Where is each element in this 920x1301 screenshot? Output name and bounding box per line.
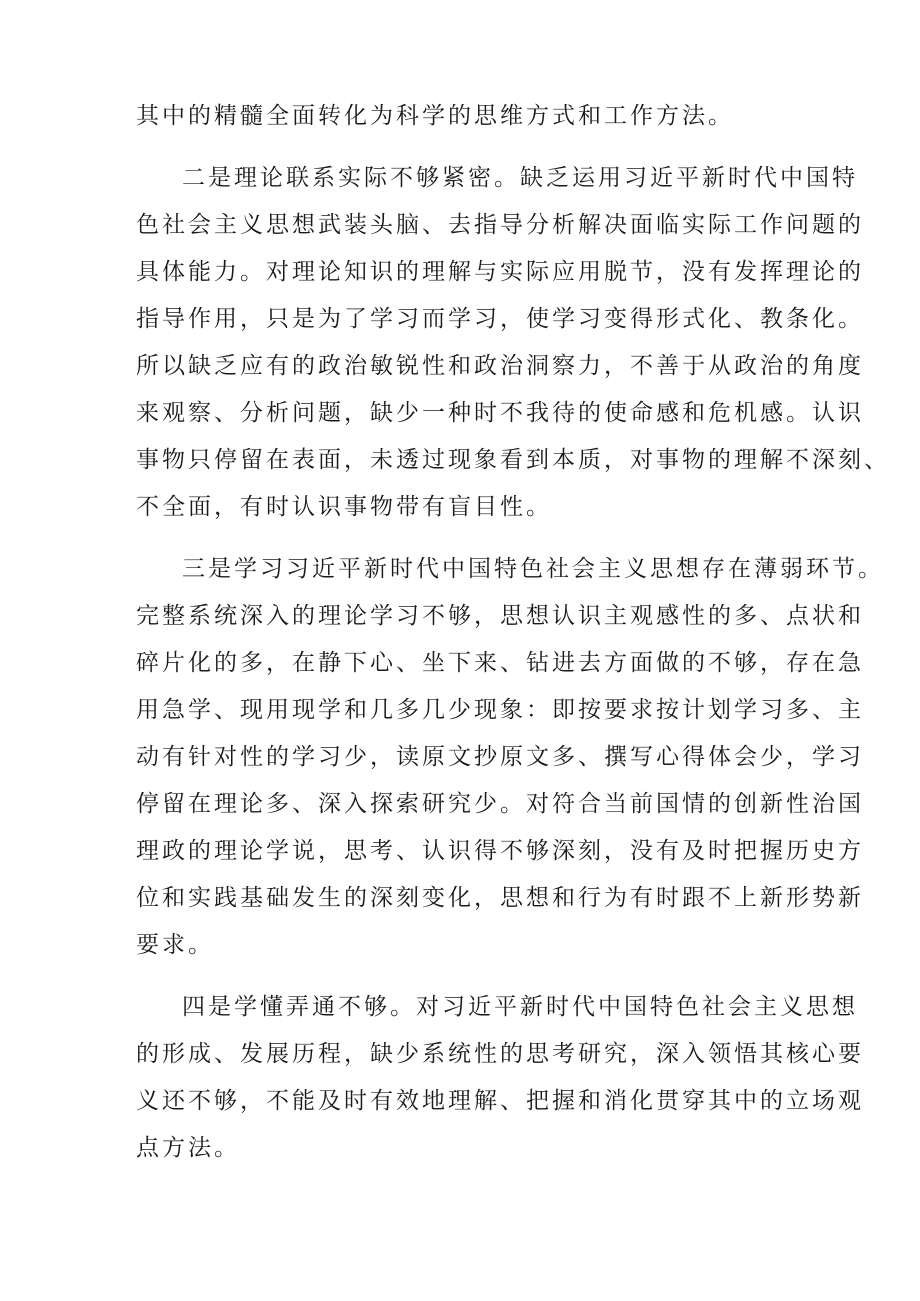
document-body <box>136 93 890 1172</box>
paragraph-spacer <box>136 140 796 155</box>
text-line: 具体能力。对理论知识的理解与实际应用脱节，没有发挥理论的 <box>136 259 864 285</box>
text-line: 所以缺乏应有的政治敏锐性和政治洞察力，不善于从政治的角度 <box>136 353 864 379</box>
text-line: 停留在理论多、深入探索研究少。对符合当前国情的创新性治国 <box>136 791 864 817</box>
text-line: 理政的理论学说，思考、认识得不够深刻，没有及时把握历史方 <box>136 838 864 864</box>
text-line: 事物只停留在表面，未透过现象看到本质，对事物的理解不深刻、 <box>136 447 890 473</box>
text-line: 动有针对性的学习少，读原文抄原文多、撰写心得体会少，学习 <box>136 744 864 770</box>
text-line: 二是理论联系实际不够紧密。缺乏运用习近平新时代中国特 <box>182 165 858 191</box>
paragraph-continuation <box>136 93 796 140</box>
paragraph-spacer <box>136 969 796 984</box>
paragraph-weak-links <box>136 546 884 969</box>
text-line: 要求。 <box>136 932 214 958</box>
text-line: 义还不够，不能及时有效地理解、把握和消化贯穿其中的立场观 <box>136 1088 864 1114</box>
paragraph-understanding <box>136 984 864 1172</box>
text-line: 用急学、现用现学和几多几少现象：即按要求按计划学习多、主 <box>136 697 864 723</box>
text-line: 指导作用，只是为了学习而学习，使学习变得形式化、教条化。 <box>136 306 864 332</box>
text-line: 完整系统深入的理论学习不够，思想认识主观感性的多、点状和 <box>136 603 864 629</box>
text-line: 其中的精髓全面转化为科学的思维方式和工作方法。 <box>136 103 734 129</box>
text-line: 碎片化的多，在静下心、坐下来、钻进去方面做的不够，存在急 <box>136 650 864 676</box>
text-line: 位和实践基础发生的深刻变化，思想和行为有时跟不上新形势新 <box>136 885 864 911</box>
text-line: 的形成、发展历程，缺少系统性的思考研究，深入领悟其核心要 <box>136 1041 864 1067</box>
text-line: 四是学懂弄通不够。对习近平新时代中国特色社会主义思想 <box>182 994 858 1020</box>
text-line: 来观察、分析问题，缺少一种时不我待的使命感和危机感。认识 <box>136 400 864 426</box>
text-line: 色社会主义思想武装头脑、去指导分析解决面临实际工作问题的 <box>136 212 864 238</box>
text-line: 不全面，有时认识事物带有盲目性。 <box>136 494 552 520</box>
text-line: 点方法。 <box>136 1135 240 1161</box>
text-line: 三是学习习近平新时代中国特色社会主义思想存在薄弱环节。 <box>182 556 884 582</box>
paragraph-spacer <box>136 531 796 546</box>
paragraph-theory-practice <box>136 155 890 531</box>
